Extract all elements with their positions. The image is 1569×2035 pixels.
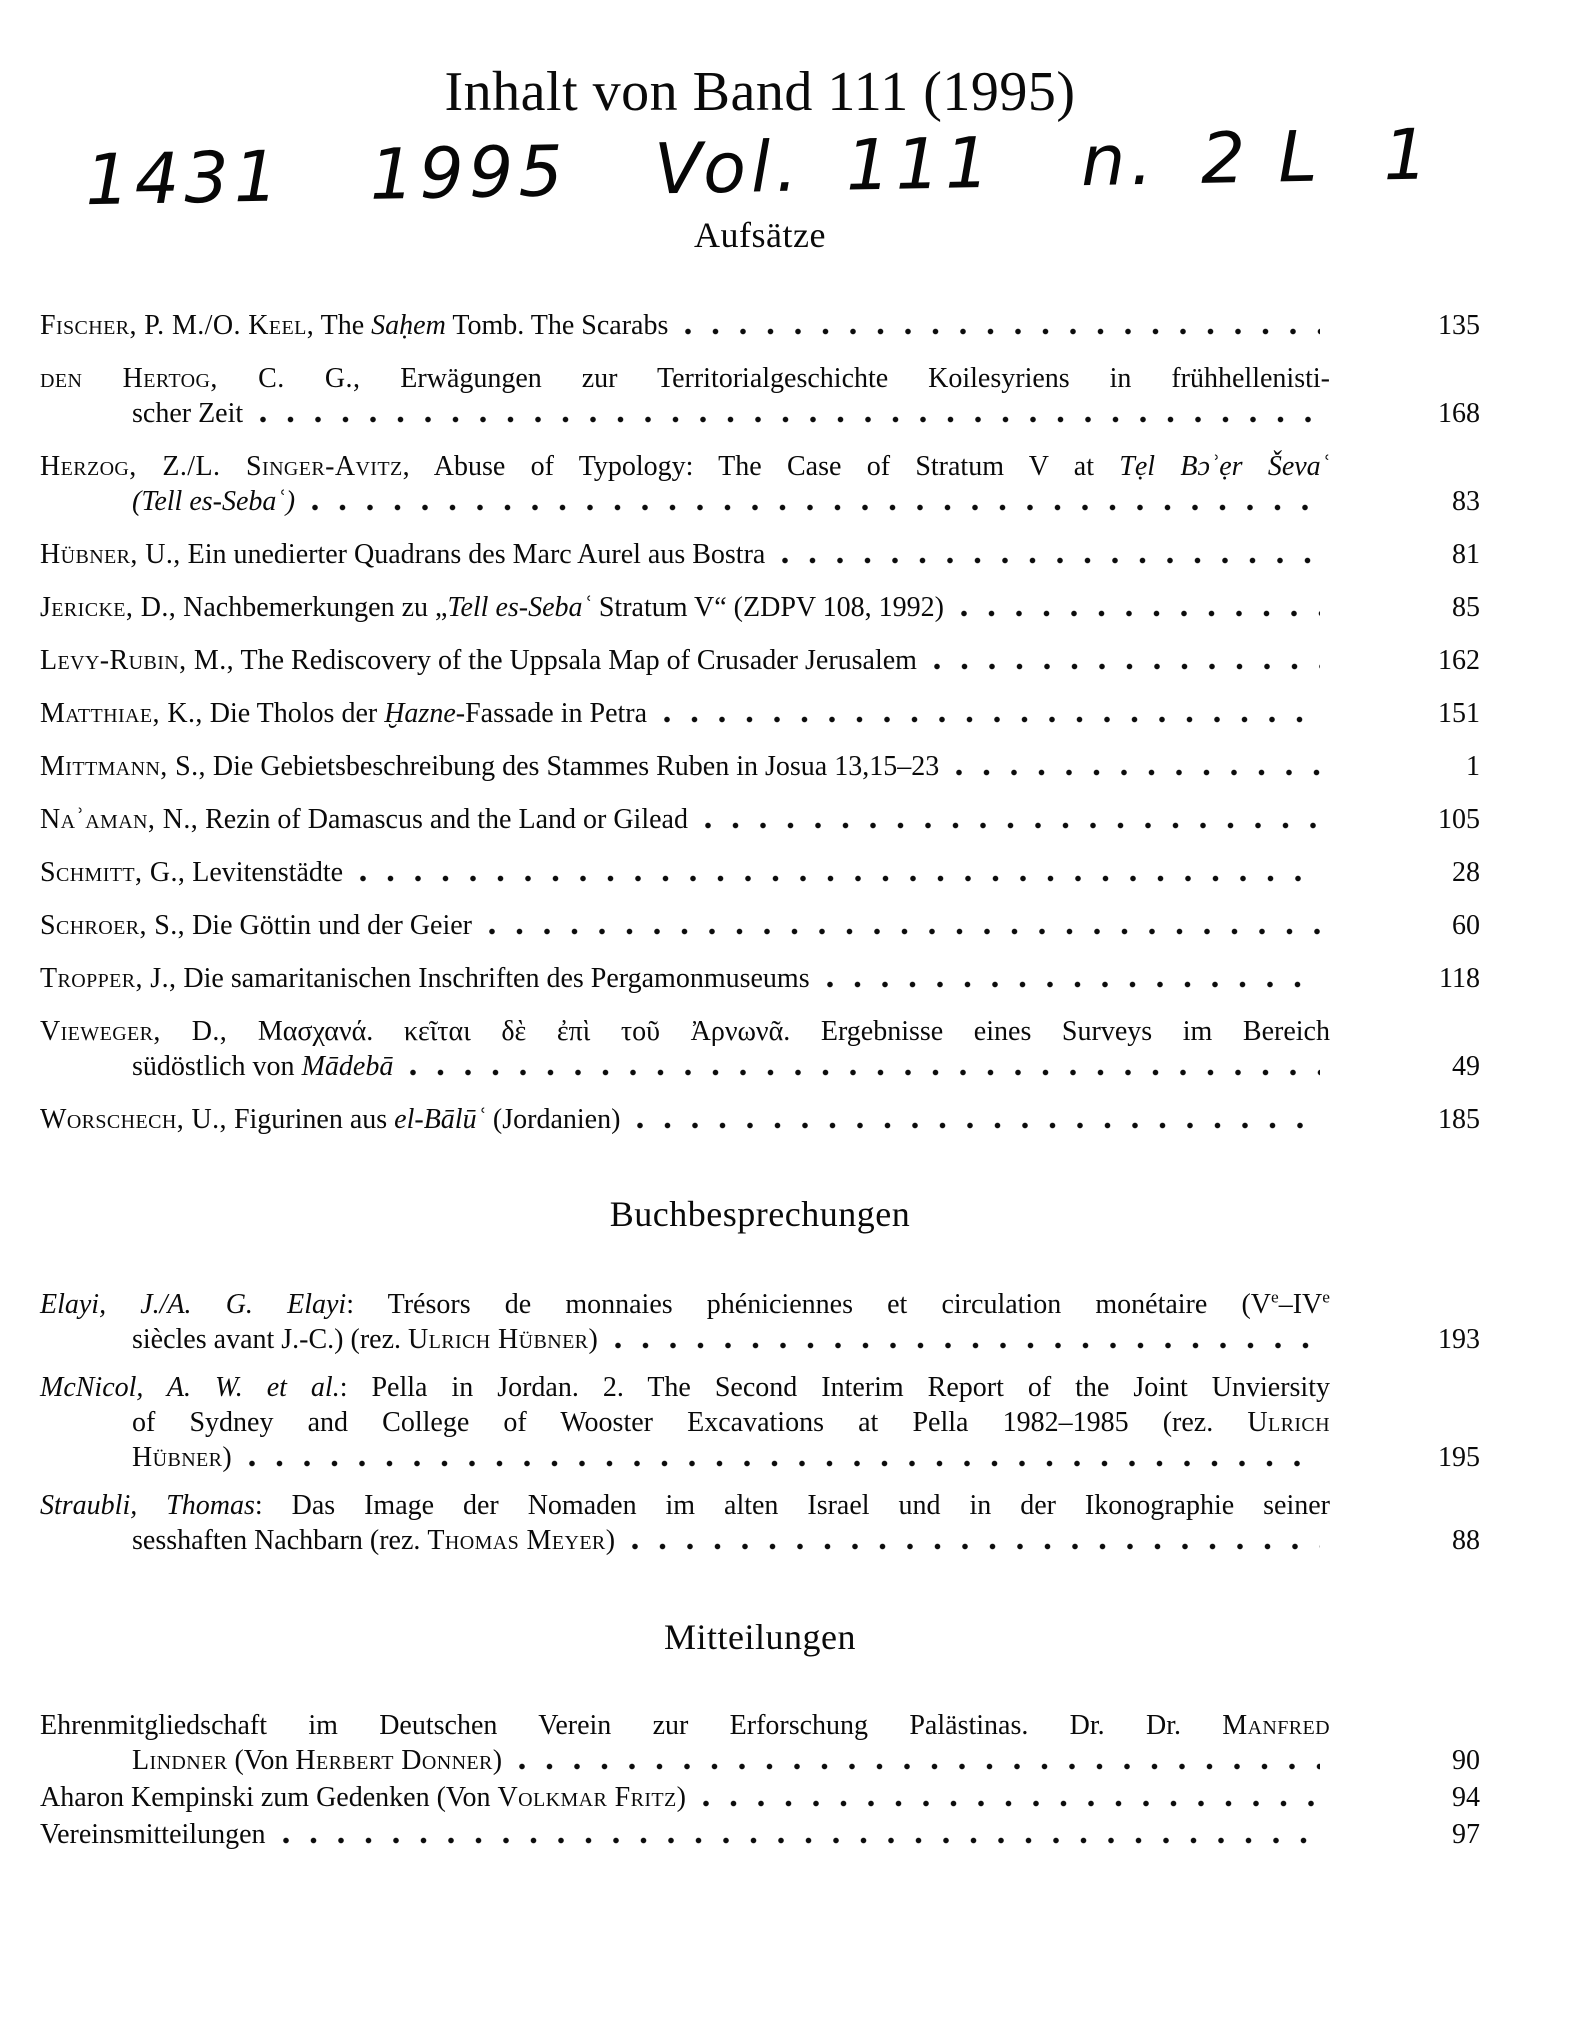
entry-text: Levitenstädte	[185, 857, 344, 888]
italic-text: Tell es-Sebaʿ	[447, 592, 592, 623]
entry-text: –IV	[1278, 1289, 1323, 1320]
italic-text: Tẹl Bɔʾẹr Ševaʿ	[1119, 451, 1330, 482]
entry-text: Die Gebietsbeschreibung des Stammes Ruben in Josua 13,15–23	[205, 751, 940, 782]
entry-text: of Sydney and College of Wooster Excavations at Pella 1982–1985 (rez.	[132, 1407, 1248, 1438]
leader-dots	[283, 1836, 1320, 1845]
leader-dots	[312, 503, 1320, 512]
leader-dots	[410, 1068, 1320, 1077]
page-number: 97	[1452, 1819, 1480, 1850]
entry-line	[40, 590, 1480, 625]
small-caps-text: Manfred	[1222, 1710, 1330, 1741]
entry-text: Stratum V“ (ZDPV 108, 1992)	[591, 592, 944, 623]
entry-text: Rezin of Damascus and the Land or Gilead	[198, 804, 688, 835]
page-number: 105	[1438, 804, 1480, 835]
entry-text: Tomb. The Scarabs	[445, 310, 669, 341]
toc-entry	[40, 1287, 1480, 1357]
entry-text: )	[222, 1442, 232, 1473]
section-heading: Mitteilungen	[664, 1617, 856, 1657]
toc-entry	[40, 696, 1480, 731]
toc-entry	[40, 1780, 1480, 1815]
toc-entry	[40, 1708, 1480, 1778]
entry-line	[40, 361, 1480, 396]
section-buchbesprechung	[40, 1193, 1480, 1558]
leader-dots	[249, 1459, 1320, 1468]
page-number: 195	[1438, 1442, 1480, 1473]
toc-entry	[40, 308, 1480, 343]
entry-text: Die Tholos der	[202, 698, 385, 729]
small-caps-text: Naʾaman, N.,	[40, 804, 199, 835]
italic-text: McNicol, A. W. et al.	[40, 1372, 340, 1403]
page-number: 185	[1438, 1104, 1480, 1135]
entry-line-text	[40, 643, 917, 678]
page-number: 118	[1439, 963, 1480, 994]
entry-line	[40, 696, 1480, 731]
entry-line-text	[132, 1440, 232, 1475]
entry-line	[40, 396, 1480, 431]
entry-text: )	[588, 1324, 598, 1355]
entry-text: Ehrenmitgliedschaft im Deutschen Verein zur Erforschung Palästinas. Dr. Dr.	[40, 1710, 1223, 1741]
toc-entry	[40, 361, 1480, 431]
leader-dots	[685, 327, 1320, 336]
entry-line	[40, 908, 1480, 943]
page-number: 49	[1452, 1051, 1480, 1082]
toc-entry	[40, 802, 1480, 837]
page-number: 60	[1452, 910, 1480, 941]
entry-line	[40, 1049, 1480, 1084]
entry-text: Μασχανά. κεῖται δὲ ἐπὶ τοῦ Ἀρνωνᾶ. Ergebnisse eines Surveys im Bereich	[227, 1016, 1330, 1047]
entry-text: Ein unedierter Quadrans des Marc Aurel aus Bostra	[180, 539, 766, 570]
entry-text: The	[314, 310, 372, 341]
page-number: 162	[1438, 645, 1480, 676]
entry-text: )	[605, 1525, 616, 1556]
entry-text: Aharon Kempinski zum Gedenken (Von	[40, 1782, 498, 1813]
entry-line	[40, 1405, 1480, 1440]
small-caps-text: Schroer, S.,	[40, 910, 186, 941]
entry-line-text	[40, 537, 765, 572]
page-number: 94	[1452, 1782, 1480, 1813]
toc-entry	[40, 1102, 1480, 1137]
section-aufsatze	[40, 214, 1480, 1137]
entry-line	[40, 1102, 1480, 1137]
small-caps-text: Tropper, J.,	[40, 963, 177, 994]
entry-text: Die samaritanischen Inschriften des Pergamonmuseums	[176, 963, 810, 994]
italic-text: el-Bālūʿ	[394, 1104, 486, 1135]
toc-entry	[40, 749, 1480, 784]
toc-entry	[40, 537, 1480, 572]
entry-line-text	[40, 855, 343, 890]
small-caps-text: Fischer, P. M./O. Keel,	[40, 310, 315, 341]
page-number: 168	[1438, 398, 1480, 429]
page-number: 83	[1452, 486, 1480, 517]
entry-text: Figurinen aus	[226, 1104, 395, 1135]
entry-line	[40, 484, 1480, 519]
entry-line	[40, 749, 1480, 784]
page-number: 135	[1438, 310, 1480, 341]
entry-text: Abuse of Typology: The Case of Stratum V at	[410, 451, 1120, 482]
entry-line	[40, 449, 1480, 484]
entry-text: )	[492, 1745, 503, 1776]
entry-text: e	[1271, 1287, 1279, 1307]
page-number: 151	[1438, 698, 1480, 729]
entry-text: (Von	[227, 1745, 296, 1776]
leader-dots	[519, 1762, 1320, 1771]
entry-line-text	[40, 749, 939, 784]
italic-text: Saḥem	[371, 310, 446, 341]
entry-line-text	[40, 590, 944, 625]
page-title: Inhalt von Band 111 (1995)	[444, 61, 1076, 123]
entry-line-text	[40, 1102, 620, 1137]
entry-line-text	[40, 308, 668, 343]
entry-line-text	[40, 961, 810, 996]
entry-line-text	[40, 908, 472, 943]
toc-entry	[40, 449, 1480, 519]
entry-text: Vereinsmitteilungen	[40, 1819, 266, 1850]
toc-entry	[40, 590, 1480, 625]
section-heading: Aufsätze	[694, 215, 826, 255]
entry-text: Nachbemerkungen zu „	[176, 592, 448, 623]
page-number: 193	[1438, 1324, 1480, 1355]
entry-line	[40, 643, 1480, 678]
entry-line	[40, 1370, 1480, 1405]
toc-entry	[40, 1488, 1480, 1558]
small-caps-text: Herzog, Z./L. Singer-Avitz,	[40, 451, 411, 482]
toc-entry	[40, 961, 1480, 996]
small-caps-text: Ulrich Hübner	[408, 1324, 589, 1355]
entry-line-text	[132, 396, 243, 431]
page-number: 85	[1452, 592, 1480, 623]
leader-dots	[664, 715, 1320, 724]
small-caps-text: den Hertog, C. G.,	[40, 363, 361, 394]
leader-dots	[637, 1121, 1320, 1130]
entry-line	[40, 308, 1480, 343]
entry-text: siècles avant J.-C.) (rez.	[132, 1324, 408, 1355]
entry-text: (Jordanien)	[485, 1104, 621, 1135]
entry-line	[40, 1780, 1480, 1815]
toc-entry	[40, 1370, 1480, 1475]
entry-line-text	[132, 1049, 393, 1084]
entry-line	[40, 1322, 1480, 1357]
italic-text: Mādebā	[301, 1051, 394, 1082]
entry-text: : Das Image der Nomaden im alten Israel und in der Ikonographie seiner	[254, 1490, 1330, 1521]
toc-entry	[40, 908, 1480, 943]
small-caps-text: Hübner	[132, 1442, 223, 1473]
entry-line-text	[132, 1743, 502, 1778]
toc-entry	[40, 1817, 1480, 1852]
italic-text: Ḫazne	[384, 698, 456, 729]
entry-line-text	[40, 1817, 266, 1852]
entry-text: Erwägungen zur Territorialgeschichte Koilesyriens in frühhellenisti-	[360, 363, 1330, 394]
entry-text: -Fassade in Petra	[455, 698, 648, 729]
page-number: 1	[1466, 751, 1480, 782]
leader-dots	[615, 1341, 1320, 1350]
leader-dots	[961, 609, 1320, 618]
toc-entry	[40, 1014, 1480, 1084]
small-caps-text: Mittmann, S.,	[40, 751, 206, 782]
page-number: 28	[1452, 857, 1480, 888]
entry-text: scher Zeit	[132, 398, 244, 429]
entry-text: : Trésors de monnaies phéniciennes et circulation monétaire (V	[346, 1289, 1272, 1320]
section-heading: Buchbesprechungen	[609, 1194, 911, 1234]
italic-text: Elayi, J./A. G. Elayi	[40, 1289, 347, 1320]
handwritten-catalog-number: 1431 1995 Vol. 111 n. 2	[84, 116, 1252, 222]
entry-text: sesshaften Nachbarn (rez.	[132, 1525, 428, 1556]
entry-line	[40, 1287, 1480, 1322]
entry-text: Die Göttin und der Geier	[185, 910, 472, 941]
leader-dots	[260, 415, 1320, 424]
page-number: 88	[1452, 1525, 1480, 1556]
italic-text: Straubli, Thomas	[40, 1490, 255, 1521]
entry-line-text	[40, 696, 647, 731]
leader-dots	[705, 821, 1320, 830]
page-number: 81	[1452, 539, 1480, 570]
entry-line-text	[132, 484, 295, 519]
entry-line	[40, 537, 1480, 572]
leader-dots	[782, 556, 1320, 565]
small-caps-text: Volkmar Fritz	[497, 1782, 677, 1813]
entry-text: )	[676, 1782, 686, 1813]
handwritten-annotation	[84, 113, 1470, 222]
entry-line	[40, 802, 1480, 837]
leader-dots	[703, 1799, 1320, 1808]
entry-line-text	[40, 802, 688, 837]
small-caps-text: Jericke, D.,	[40, 592, 177, 623]
leader-dots	[934, 662, 1320, 671]
entry-line	[40, 855, 1480, 890]
entry-line	[40, 1817, 1480, 1852]
toc-entry	[40, 643, 1480, 678]
small-caps-text: Hübner, U.,	[40, 539, 181, 570]
entry-line	[40, 1708, 1480, 1743]
small-caps-text: Matthiae, K.,	[40, 698, 203, 729]
section-mitteilungen	[40, 1616, 1480, 1852]
small-caps-text: Levy-Rubin, M.,	[40, 645, 234, 676]
leader-dots	[489, 927, 1320, 936]
table-of-contents	[40, 214, 1480, 1852]
entry-line	[40, 961, 1480, 996]
small-caps-text: Vieweger, D.,	[40, 1016, 228, 1047]
entry-text: e	[1322, 1287, 1330, 1307]
entry-line-text	[132, 1322, 598, 1357]
entry-text: : Pella in Jordan. 2. The Second Interim Report of the Joint Unviersity	[339, 1372, 1330, 1403]
small-caps-text: Thomas Meyer	[427, 1525, 606, 1556]
page-number: 90	[1452, 1745, 1480, 1776]
leader-dots	[956, 768, 1320, 777]
toc-entry	[40, 855, 1480, 890]
small-caps-text: Schmitt, G.,	[40, 857, 186, 888]
entry-line	[40, 1488, 1480, 1523]
italic-text: (Tell es-Sebaʿ)	[132, 486, 296, 517]
entry-line-text	[40, 1780, 686, 1815]
entry-line	[40, 1014, 1480, 1049]
small-caps-text: Herbert Donner	[295, 1745, 493, 1776]
leader-dots	[632, 1542, 1320, 1551]
entry-line	[40, 1743, 1480, 1778]
leader-dots	[360, 874, 1320, 883]
entry-line	[40, 1440, 1480, 1475]
leader-dots	[827, 980, 1320, 989]
entry-text: The Rediscovery of the Uppsala Map of Crusader Jerusalem	[234, 645, 917, 676]
small-caps-text: Ulrich	[1247, 1407, 1330, 1438]
small-caps-text: Worschech, U.,	[40, 1104, 227, 1135]
entry-line-text	[132, 1523, 615, 1558]
entry-line	[40, 1523, 1480, 1558]
small-caps-text: Lindner	[132, 1745, 228, 1776]
entry-text: südöstlich von	[132, 1051, 302, 1082]
handwritten-shelf-mark: L 1	[1277, 113, 1443, 199]
